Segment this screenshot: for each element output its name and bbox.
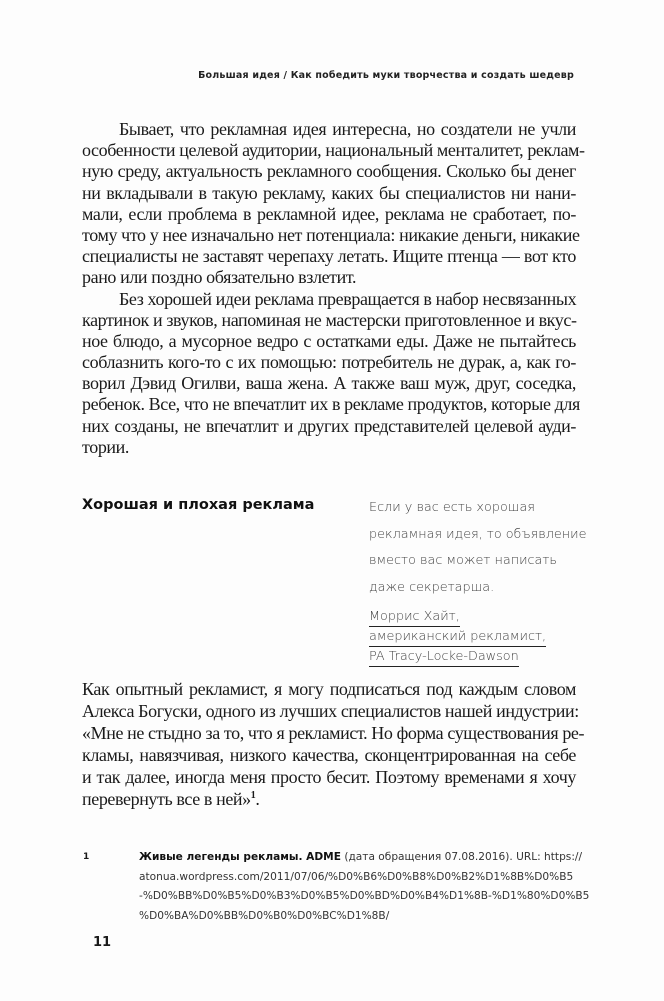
text-line: них созданы, не впечатлит и других представителей целевой ауди- [82, 415, 576, 436]
text-line: ное блюдо, а мусорное ведро с остатками еды. Даже не пытайтесь [82, 330, 576, 351]
text-line: Без хорошей идеи реклама превращается в набор несвязанных [119, 288, 577, 309]
text-line: соблазнить кого-то с их помощью: потребитель не дурак, а, как го- [82, 352, 576, 373]
quote-line: вместо вас может написать [369, 553, 557, 568]
text-line: и так далее, иногда меня просто бесит. Поэтому временами я хочу [82, 767, 576, 787]
text-line: ни вкладывали в такую рекламу, каких бы специалистов ни нани- [82, 182, 576, 203]
text-line: кламы, навязчивая, низкого качества, сконцентрированная на себе [82, 745, 576, 765]
text-line: ребенок. Все, что не впечатлит их в рекламе продуктов, которые для [82, 394, 580, 415]
footnote [139, 848, 609, 926]
period: . [255, 789, 260, 809]
footnote-url[interactable]: atonua.wordpress.com/2011/07/06/%D0%B6%D0%B8%D0%B2%D1%8B%D0%B5 [139, 870, 574, 883]
text-line: тории. [82, 436, 129, 457]
text-line: ную среду, актуальность рекламного сообщения. Сколько бы денег [82, 161, 576, 182]
footnote-text: (дата обращения 07.08.2016). URL: https:// [340, 851, 583, 863]
footnote-reference[interactable]: 1 [250, 790, 256, 801]
text-line: рано или поздно обязательно взлетит. [82, 267, 357, 288]
epigraph-quote [369, 495, 586, 667]
quote-attribution [369, 607, 586, 667]
text-line: особенности целевой аудитории, национальный менталитет, реклам- [82, 140, 585, 161]
section-heading: Хорошая и плохая реклама [82, 497, 315, 513]
text-line: мали, если проблема в рекламной идее, реклама не сработает, по- [82, 203, 576, 224]
paragraph-3 [82, 678, 585, 810]
page-number: 11 [93, 935, 112, 950]
quote-line: Если у вас есть хорошая [369, 500, 535, 515]
running-header: Большая идея / Как победить муки творчества и создать шедевр [198, 70, 574, 81]
text: перевернуть все в ней» [82, 789, 251, 809]
text-line: тому что у нее изначально нет потенциала: никакие деньги, никакие [82, 224, 580, 245]
footnote-url[interactable]: -%D0%BB%D0%B5%D0%B3%D0%B5%D0%BD%D0%B4%D1%8B-%D1%80%D0%B5 [139, 890, 590, 902]
paragraph-1 [82, 119, 585, 458]
attribution-line: Моррис Хайт, [369, 607, 460, 627]
footnote-number: 1 [83, 852, 90, 862]
quote-line: даже секретарша. [369, 579, 495, 595]
text-line: Бывает, что рекламная идея интересна, но создатели не учли [119, 119, 576, 139]
attribution-line: американский рекламист, [369, 627, 546, 647]
attribution-line: PA Tracy-Locke-Dawson [369, 647, 519, 667]
text-line: Как опытный рекламист, я могу подписаться под каждым словом [82, 679, 576, 699]
text-line: «Мне не стыдно за то, что я рекламист. Но форма существования ре- [82, 723, 585, 743]
text-line: картинок и звуков, напоминая не мастерски приготовленное и вкус- [82, 309, 577, 330]
text-line: ворил Дэвид Огилви, ваша жена. А также ваш муж, друг, соседка, [82, 373, 576, 394]
quote-line: рекламная идея, то объявление [369, 526, 587, 542]
text-line: Алекса Богуски, одного из лучших специалистов нашей индустрии: [82, 701, 579, 721]
text-line: специалисты не заставят черепаху летать. Ищите птенца — вот кто [82, 246, 576, 267]
footnote-url[interactable]: %D0%BA%D0%BB%D0%B0%D0%BC%D1%8B/ [139, 909, 390, 922]
text-line [82, 788, 576, 810]
footnote-title: Живые легенды рекламы. ADME [139, 851, 341, 863]
